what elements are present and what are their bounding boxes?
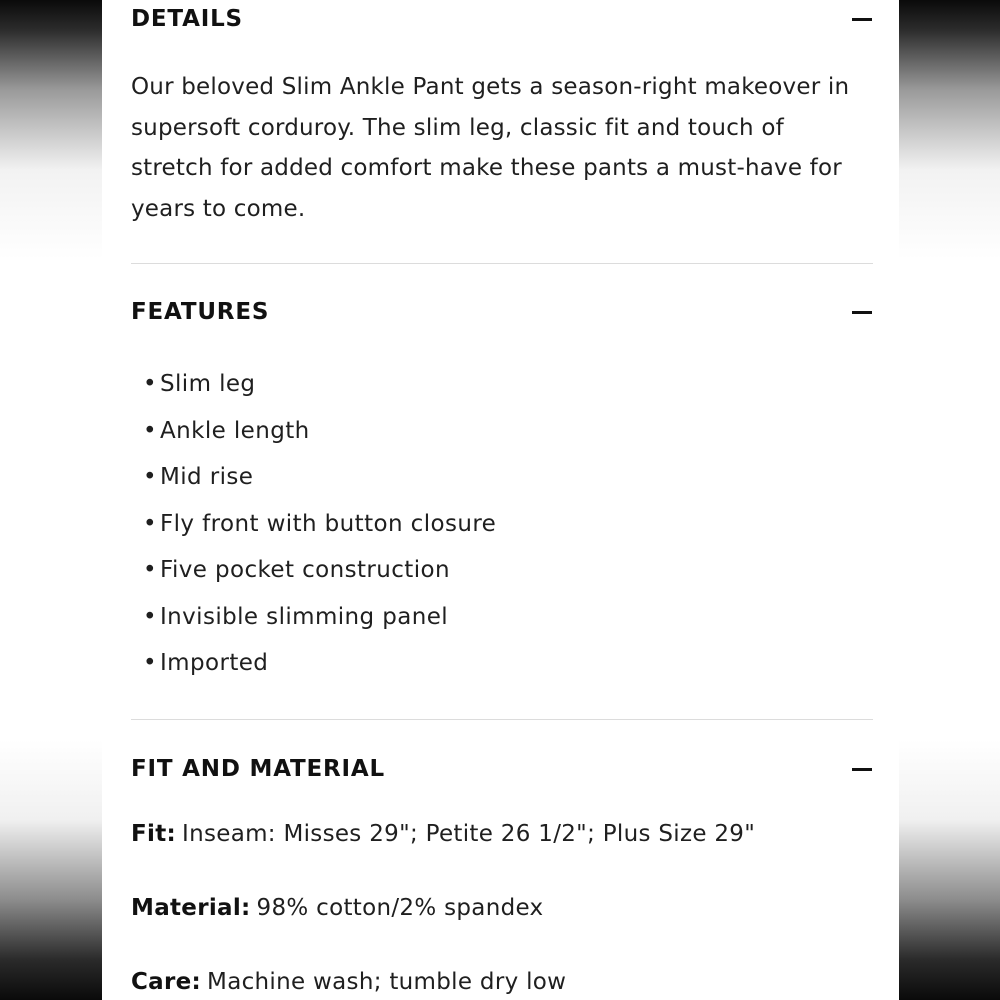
feature-text: Five pocket construction: [160, 557, 450, 583]
feature-list-item: [143, 408, 873, 455]
details-divider: [131, 263, 873, 264]
feature-text: Ankle length: [160, 417, 310, 444]
bullet-icon: •: [143, 557, 157, 583]
feature-list-item: [143, 361, 873, 408]
details-section: [131, 1, 873, 37]
feature-list-item: [143, 501, 873, 548]
features-header[interactable]: [131, 294, 873, 330]
fit-material-section: [131, 751, 873, 787]
bullet-icon: •: [143, 510, 157, 537]
fit-material-collapse-minus-icon[interactable]: [851, 758, 873, 780]
details-description: Our beloved Slim Ankle Pant gets a season-right makeover in supersoft corduroy. The slim leg, classic fit and touch of stretch for added comfort make these pants a must-have for years to come.: [131, 74, 850, 222]
details-title: DETAILS: [131, 6, 243, 32]
feature-text: Imported: [160, 650, 269, 676]
fit-material-header[interactable]: [131, 751, 873, 787]
details-header[interactable]: [131, 1, 873, 37]
bullet-icon: •: [143, 650, 157, 676]
care-label: Care:: [131, 969, 202, 995]
feature-text: Slim leg: [160, 371, 256, 397]
fit-value: Inseam: Misses 29"; Petite 26 1/2"; Plus Size 29": [182, 821, 756, 847]
fit-label: Fit:: [131, 821, 176, 847]
material-value: 98% cotton/2% spandex: [256, 895, 544, 921]
bullet-icon: •: [143, 603, 157, 630]
features-divider: [131, 719, 873, 720]
feature-list-item: [143, 454, 873, 501]
features-title: FEATURES: [131, 299, 270, 325]
care-value: Machine wash; tumble dry low: [207, 969, 567, 995]
features-section: [131, 294, 873, 330]
fit-row: [131, 821, 755, 847]
feature-text: Mid rise: [160, 464, 254, 490]
bullet-icon: •: [143, 464, 157, 490]
feature-list-item: [143, 594, 873, 641]
material-label: Material:: [131, 895, 251, 921]
product-info-panel: [102, 0, 899, 1000]
care-row: [131, 969, 566, 995]
material-row: [131, 895, 543, 921]
features-list: [131, 361, 873, 687]
feature-list-item: [143, 547, 873, 594]
feature-text: Invisible slimming panel: [160, 603, 449, 630]
features-collapse-minus-icon[interactable]: [851, 301, 873, 323]
bullet-icon: •: [143, 371, 157, 397]
feature-text: Fly front with button closure: [160, 510, 497, 537]
fit-material-title: FIT AND MATERIAL: [131, 756, 385, 782]
details-collapse-minus-icon[interactable]: [851, 8, 873, 30]
bullet-icon: •: [143, 417, 157, 444]
feature-list-item: [143, 640, 873, 687]
